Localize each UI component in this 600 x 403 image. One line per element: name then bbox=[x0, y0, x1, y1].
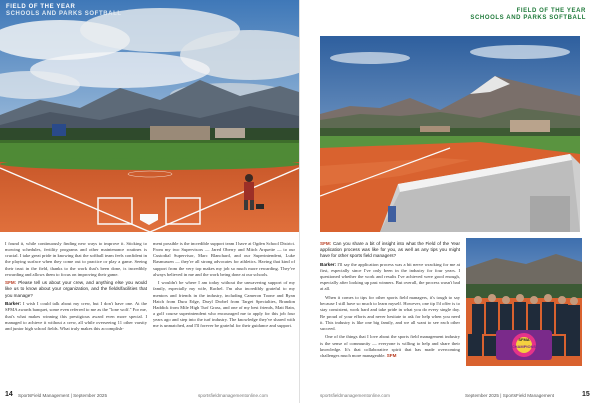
paragraph-text: Can you share a bit of insight into what the Field of the Year application process was like for you, as well as any tips you might have for other sports field managers? bbox=[320, 241, 460, 259]
paragraph bbox=[320, 334, 460, 359]
publication-label: September 2025 | SportsField Management bbox=[465, 393, 555, 398]
paragraph-text: I'll say the application process was a bit nerve wracking for me at first, especially since I've only been in the industry for four years. I questioned whether the work and results I've achieved were good enough, especially after looking up past winners. But overall, the process wasn't bad at all. bbox=[320, 261, 460, 292]
publication-label: SportsField Management | September 2025 bbox=[18, 393, 108, 398]
left-column-1 bbox=[5, 241, 147, 334]
hero-photo-art bbox=[0, 0, 299, 232]
section-title: FIELD OF THE YEAR bbox=[516, 8, 586, 14]
website-url: sportsfieldmanagementonline.com bbox=[320, 393, 390, 398]
photo-field-and-dugout bbox=[320, 36, 580, 232]
left-column-2 bbox=[153, 241, 295, 332]
question-paragraph bbox=[5, 280, 147, 298]
end-mark: SFM bbox=[386, 352, 397, 358]
paragraph-text: One of the things that I love about the sports field management industry is the sense of community — everyone is willing to help and share their knowledge. It's that collaborative spirit that has made overcoming challenges much more manageable. bbox=[320, 334, 460, 358]
section-header bbox=[470, 8, 586, 22]
section-subtitle: SCHOOLS AND PARKS SOFTBALL bbox=[6, 11, 122, 17]
page-footer bbox=[300, 386, 600, 403]
answer-paragraph bbox=[5, 301, 147, 332]
paragraph bbox=[320, 295, 460, 332]
paragraph bbox=[5, 241, 147, 278]
right-column-1 bbox=[320, 241, 460, 361]
speaker-label: SFM: bbox=[5, 280, 17, 286]
banner-line1: SFMA bbox=[518, 337, 530, 342]
section-subtitle: SCHOOLS AND PARKS SOFTBALL bbox=[470, 15, 586, 21]
website-url: sportsfieldmanagementonline.com bbox=[198, 393, 268, 398]
paragraph-text: Please tell us about your crew, and anything else you would like us to know about your organization, and the fields/facilities that you manage? bbox=[5, 280, 147, 298]
team-photo-art bbox=[466, 238, 582, 366]
paragraph-text: I wish I could talk about my crew, but I don't have one. At the SFMA awards banquet, some even referred to me as the "lone wolf." For me, that's what makes winning this prestigious award even more special. I managed to achieve it without a crew, all while overseeing 11 other varsity and junior high school fields. What truly makes this accomplish- bbox=[5, 301, 147, 331]
section-title: FIELD OF THE YEAR bbox=[6, 4, 76, 10]
speaker-label: Barker: bbox=[5, 301, 22, 307]
speaker-label: Barker: bbox=[320, 261, 337, 267]
page-footer bbox=[0, 386, 300, 403]
paragraph-text: I found it, while continuously finding new ways to improve it. Sticking to mowing schedules, fertility programs and other maintenance routines is crucial. I take great pride in knowing that the softball team feels confident in the playing surface when they come out to practice or play a game. Seeing their trust in the field, thanks to the work that's been done, is incredibly rewarding and allows them to focus on improving their game. bbox=[5, 241, 147, 277]
paragraph-text: I wouldn't be where I am today without the unwavering support of my family, especially my wife, Rachel. I'm also incredibly grateful to my mentors and friends in the industry, including Cameron Toone and Ryan Hatch from Dura Edge, Daryl Drobel from Target Specialties, Brandon Haddick from Mile High Turf Grass, and one of my best friends, Matt Bain, a golf course superintendent who encouraged me to apply for this job four years ago and step into the turf industry. The knowledge they've shared with me is unmatched, and I'll forever be grateful for their guidance and support. bbox=[153, 280, 295, 329]
paragraph-text: ment possible is the incredible support team I have at Ogden School District. From my two Supervisors — Jared Oberry and Mitch Arquette — to our Custodial Supervisor, Marc Blanchard, and our Superintendent, Luke Rasmussen — they're all strong advocates for athletics. Having that kind of support from the very top makes my job so much more rewarding. They've always believed in me and the work being done at our schools. bbox=[153, 241, 295, 277]
speaker-label: SFM: bbox=[320, 241, 332, 246]
page-number: 15 bbox=[582, 391, 590, 398]
right-page bbox=[300, 0, 600, 403]
question-paragraph bbox=[320, 241, 460, 259]
banner-line2: CHAMPIONS bbox=[511, 344, 537, 349]
answer-paragraph bbox=[320, 262, 460, 293]
paragraph bbox=[153, 280, 295, 329]
page-number: 14 bbox=[5, 391, 13, 398]
section-header bbox=[6, 4, 122, 18]
paragraph-text: When it comes to tips for other sports field managers, it's tough to say because I still have so much to learn myself. However, one tip I'd offer is to stay consistent, work hard and take pride in what you do every single day. Be proud of your efforts and never hesitate to ask for help when you need it. This industry is like one big family, and we all want to see each other succeed. bbox=[320, 295, 460, 331]
paragraph bbox=[153, 241, 295, 278]
hero-photo-softball-infield bbox=[0, 0, 299, 232]
field-photo-art bbox=[320, 36, 580, 232]
photo-team-with-banner bbox=[466, 238, 582, 366]
